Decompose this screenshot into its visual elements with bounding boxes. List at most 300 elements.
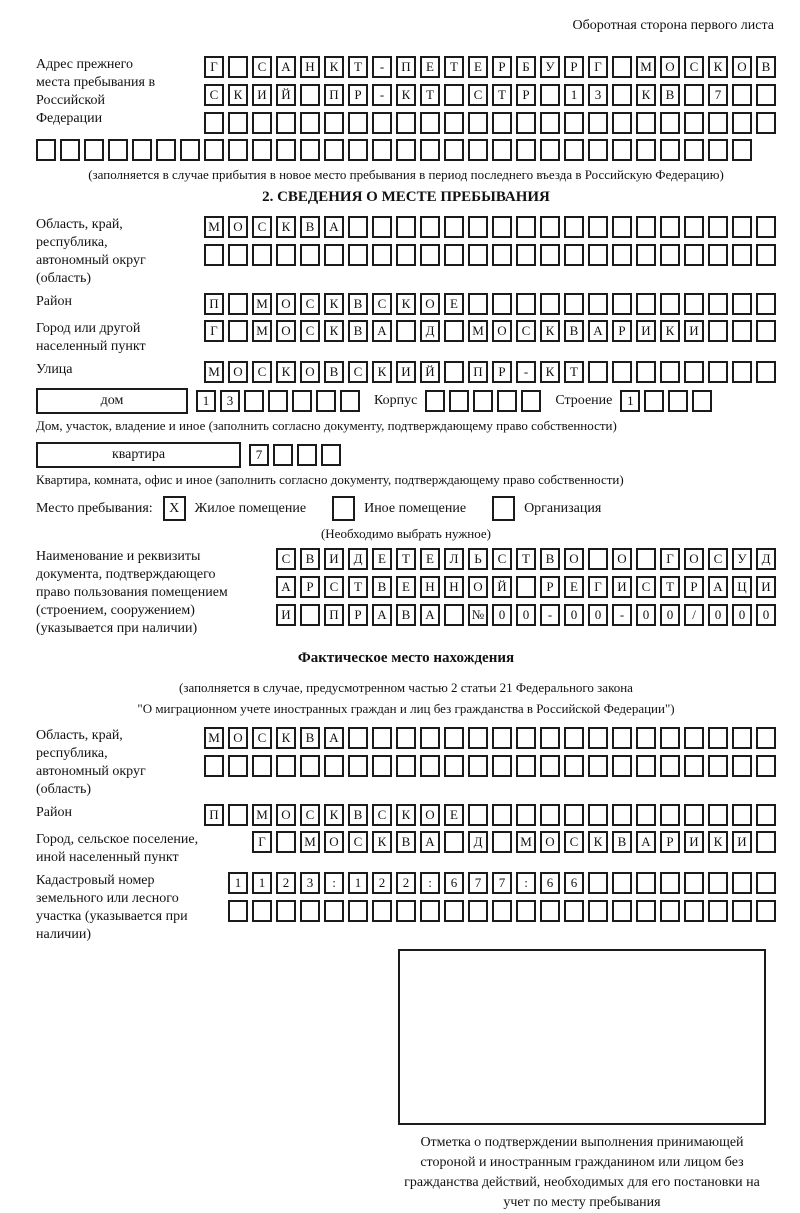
char-cell: С — [300, 320, 320, 342]
char-cell: Т — [348, 56, 368, 78]
char-cell: В — [612, 831, 632, 853]
char-cell — [300, 900, 320, 922]
char-cell: С — [276, 548, 296, 570]
char-cell — [708, 244, 728, 266]
char-cell — [204, 244, 224, 266]
char-cell — [492, 244, 512, 266]
char-grid-row — [204, 216, 776, 238]
gorod-label: Город или другой населенный пункт — [36, 321, 146, 354]
char-cell — [492, 900, 512, 922]
char-cell: Н — [420, 576, 440, 598]
char-cell — [564, 755, 584, 777]
char-cell: Р — [564, 56, 584, 78]
char-cell: К — [372, 361, 392, 383]
char-cell: : — [516, 872, 536, 894]
char-cell — [468, 293, 488, 315]
char-cell: Е — [444, 293, 464, 315]
char-cell — [444, 244, 464, 266]
char-cell — [668, 390, 688, 412]
char-cell: - — [612, 604, 632, 626]
char-cell — [228, 804, 248, 826]
char-cell — [84, 139, 104, 161]
char-cell — [636, 804, 656, 826]
char-cell — [316, 390, 336, 412]
checkbox-zhiloe-label: Жилое помещение — [194, 500, 307, 516]
char-cell — [396, 727, 416, 749]
field-document — [36, 548, 776, 638]
char-cell — [492, 139, 512, 161]
char-cell: 1 — [564, 84, 584, 106]
char-cell — [756, 244, 776, 266]
char-grid-row — [276, 548, 776, 570]
char-cell: К — [276, 361, 296, 383]
char-cell: 0 — [636, 604, 656, 626]
char-cell: В — [564, 320, 584, 342]
char-cell: Д — [348, 548, 368, 570]
char-cell — [684, 900, 704, 922]
char-cell: Й — [420, 361, 440, 383]
char-cell: Ь — [468, 548, 488, 570]
char-cell — [684, 112, 704, 134]
char-cell — [324, 112, 344, 134]
char-cell: С — [252, 727, 272, 749]
apartment-number-cells — [249, 444, 341, 466]
char-cell: О — [492, 320, 512, 342]
char-cell: 3 — [300, 872, 320, 894]
char-cell: С — [708, 548, 728, 570]
char-cell: Р — [348, 604, 368, 626]
char-cell: - — [540, 604, 560, 626]
char-cell: Й — [492, 576, 512, 598]
char-cell — [228, 56, 248, 78]
char-cell — [252, 244, 272, 266]
char-cell — [228, 244, 248, 266]
char-cell — [492, 831, 512, 853]
char-cell: П — [324, 84, 344, 106]
char-grid-row — [204, 804, 776, 826]
char-cell — [588, 900, 608, 922]
document-grid — [276, 548, 776, 626]
char-cell — [732, 216, 752, 238]
field-oblast — [36, 216, 776, 288]
char-cell — [492, 112, 512, 134]
char-cell — [276, 755, 296, 777]
char-cell — [564, 112, 584, 134]
char-cell — [540, 900, 560, 922]
char-cell: И — [684, 831, 704, 853]
char-cell: К — [396, 84, 416, 106]
char-cell — [444, 831, 464, 853]
char-cell: К — [324, 804, 344, 826]
char-cell — [204, 139, 224, 161]
char-cell: Е — [396, 576, 416, 598]
char-cell — [348, 727, 368, 749]
char-cell: О — [420, 804, 440, 826]
char-cell: 7 — [249, 444, 269, 466]
char-cell — [756, 831, 776, 853]
char-cell — [612, 293, 632, 315]
char-cell — [468, 804, 488, 826]
char-cell: С — [372, 293, 392, 315]
korpus-label: Корпус — [374, 393, 418, 408]
char-cell: П — [468, 361, 488, 383]
char-cell — [444, 361, 464, 383]
char-cell — [516, 900, 536, 922]
char-cell: О — [540, 831, 560, 853]
char-cell: Ц — [732, 576, 752, 598]
char-cell — [396, 244, 416, 266]
char-cell: О — [276, 804, 296, 826]
checkbox-organizatsiya — [492, 496, 515, 521]
char-cell — [756, 320, 776, 342]
char-cell: Т — [492, 84, 512, 106]
char-cell — [228, 900, 248, 922]
char-cell — [444, 320, 464, 342]
char-cell: 0 — [660, 604, 680, 626]
char-cell — [492, 216, 512, 238]
char-cell — [468, 244, 488, 266]
char-cell — [588, 755, 608, 777]
char-cell — [708, 320, 728, 342]
house-number-cells — [196, 390, 360, 412]
char-cell — [449, 390, 469, 412]
char-cell — [684, 139, 704, 161]
fact-note-2: "О миграционном учете иностранных граждан и лиц без гражданства в Российской Федерации") — [137, 701, 675, 716]
char-cell: К — [660, 320, 680, 342]
checkbox-organizatsiya-label: Организация — [524, 500, 602, 516]
char-cell — [444, 112, 464, 134]
apartment-type-box: квартира — [36, 442, 241, 468]
page-side-note: Оборотная сторона первого листа — [572, 18, 774, 33]
char-cell — [540, 727, 560, 749]
char-cell — [684, 244, 704, 266]
char-cell: В — [396, 831, 416, 853]
char-grid-row — [204, 84, 776, 106]
prev-address-grid-overflow-row — [36, 139, 776, 161]
char-cell — [636, 900, 656, 922]
char-cell: О — [228, 216, 248, 238]
char-cell — [396, 900, 416, 922]
char-cell: 0 — [732, 604, 752, 626]
char-cell — [108, 139, 128, 161]
char-cell: Т — [348, 576, 368, 598]
char-cell: Р — [684, 576, 704, 598]
char-cell — [660, 139, 680, 161]
stamp-area — [398, 949, 766, 1213]
char-cell — [132, 139, 152, 161]
char-cell — [644, 390, 664, 412]
char-cell — [636, 293, 656, 315]
char-cell: О — [276, 320, 296, 342]
char-cell: - — [372, 56, 392, 78]
char-cell — [516, 112, 536, 134]
char-cell — [588, 872, 608, 894]
char-cell: Г — [588, 576, 608, 598]
char-cell — [372, 216, 392, 238]
char-cell — [348, 244, 368, 266]
char-cell: 7 — [708, 84, 728, 106]
char-cell: А — [588, 320, 608, 342]
stay-place-label: Место пребывания: — [36, 500, 153, 516]
char-cell: Е — [420, 56, 440, 78]
char-cell: О — [228, 361, 248, 383]
char-cell: О — [468, 576, 488, 598]
char-cell — [564, 139, 584, 161]
char-cell: С — [348, 831, 368, 853]
char-cell — [516, 755, 536, 777]
char-cell: С — [372, 804, 392, 826]
char-cell — [204, 112, 224, 134]
char-cell: 2 — [372, 872, 392, 894]
char-cell: К — [228, 84, 248, 106]
char-cell: Р — [540, 576, 560, 598]
char-cell: М — [516, 831, 536, 853]
char-cell — [252, 755, 272, 777]
char-cell: Р — [492, 361, 512, 383]
char-cell: А — [276, 576, 296, 598]
char-cell: М — [252, 804, 272, 826]
char-cell — [324, 755, 344, 777]
char-cell — [612, 112, 632, 134]
char-cell — [684, 727, 704, 749]
char-cell — [324, 244, 344, 266]
char-cell: В — [300, 548, 320, 570]
char-cell — [612, 361, 632, 383]
char-cell — [564, 244, 584, 266]
kadastr-label: Кадастровый номер земельного или лесного участка (указывается при наличии) — [36, 873, 188, 942]
char-cell: С — [468, 84, 488, 106]
char-cell — [36, 139, 56, 161]
char-cell — [684, 84, 704, 106]
char-cell — [444, 216, 464, 238]
char-cell: 0 — [516, 604, 536, 626]
char-grid-row — [204, 320, 776, 342]
choose-note: (Необходимо выбрать нужное) — [320, 526, 492, 541]
char-cell — [324, 900, 344, 922]
char-cell: К — [636, 84, 656, 106]
char-grid-row — [228, 872, 776, 894]
char-cell: К — [396, 804, 416, 826]
char-cell: Р — [612, 320, 632, 342]
char-cell — [497, 390, 517, 412]
char-cell — [684, 804, 704, 826]
char-cell: Р — [492, 56, 512, 78]
char-cell: Р — [660, 831, 680, 853]
char-cell: Т — [420, 84, 440, 106]
char-cell: Й — [276, 84, 296, 106]
checkbox-inoe-label: Иное помещение — [364, 500, 467, 516]
char-cell — [60, 139, 80, 161]
char-cell — [324, 139, 344, 161]
char-cell — [732, 900, 752, 922]
char-cell: В — [324, 361, 344, 383]
char-grid-row — [204, 755, 776, 777]
char-cell — [516, 244, 536, 266]
char-cell: С — [636, 576, 656, 598]
char-cell: С — [300, 293, 320, 315]
char-cell: И — [756, 576, 776, 598]
char-cell — [540, 244, 560, 266]
char-cell — [420, 139, 440, 161]
char-cell — [660, 112, 680, 134]
char-cell — [564, 293, 584, 315]
oblast-label: Область, край, республика, автономный округ (область) — [36, 217, 146, 286]
char-cell: В — [756, 56, 776, 78]
field-raion — [36, 293, 776, 315]
char-cell: Е — [420, 548, 440, 570]
ulitsa-label: Улица — [36, 362, 73, 377]
char-cell — [756, 727, 776, 749]
char-cell — [588, 216, 608, 238]
char-cell: М — [204, 216, 224, 238]
char-cell: 0 — [708, 604, 728, 626]
char-cell — [588, 361, 608, 383]
char-cell: / — [684, 604, 704, 626]
char-cell: К — [324, 56, 344, 78]
char-cell: 3 — [588, 84, 608, 106]
char-cell: Р — [300, 576, 320, 598]
char-cell — [660, 216, 680, 238]
char-cell: И — [324, 548, 344, 570]
char-cell — [372, 112, 392, 134]
char-cell — [396, 112, 416, 134]
char-cell — [588, 244, 608, 266]
char-cell — [516, 727, 536, 749]
char-cell: О — [420, 293, 440, 315]
char-cell: 6 — [564, 872, 584, 894]
char-cell — [372, 755, 392, 777]
prev-address-note: (заполняется в случае прибытия в новое место пребывания в период последнего въезда в Российскую Федерацию) — [88, 167, 724, 182]
char-cell — [732, 112, 752, 134]
char-cell: Д — [756, 548, 776, 570]
char-cell — [660, 293, 680, 315]
char-cell — [300, 112, 320, 134]
char-cell — [348, 216, 368, 238]
char-cell — [612, 872, 632, 894]
char-cell: Д — [468, 831, 488, 853]
char-cell: А — [372, 604, 392, 626]
char-cell — [180, 139, 200, 161]
char-cell — [588, 293, 608, 315]
char-cell: : — [420, 872, 440, 894]
char-cell: О — [228, 727, 248, 749]
char-cell — [684, 872, 704, 894]
char-cell — [252, 112, 272, 134]
char-cell — [588, 727, 608, 749]
char-cell: - — [516, 361, 536, 383]
char-cell: С — [516, 320, 536, 342]
char-cell — [612, 244, 632, 266]
char-cell — [756, 216, 776, 238]
char-cell: А — [324, 727, 344, 749]
char-cell: Т — [564, 361, 584, 383]
char-cell: В — [372, 576, 392, 598]
char-cell — [708, 872, 728, 894]
char-cell: К — [540, 361, 560, 383]
char-cell: Г — [660, 548, 680, 570]
prev-address-grid — [204, 56, 776, 134]
char-cell — [492, 727, 512, 749]
char-cell — [348, 755, 368, 777]
oblast-grid — [204, 216, 776, 266]
char-cell: Е — [372, 548, 392, 570]
char-cell: М — [636, 56, 656, 78]
char-cell: Н — [444, 576, 464, 598]
char-cell — [612, 216, 632, 238]
char-cell — [636, 727, 656, 749]
char-cell: К — [588, 831, 608, 853]
char-cell — [636, 139, 656, 161]
char-cell — [444, 900, 464, 922]
char-cell — [300, 604, 320, 626]
char-cell — [372, 139, 392, 161]
char-cell: О — [276, 293, 296, 315]
char-cell: С — [348, 361, 368, 383]
char-cell — [756, 84, 776, 106]
stroenie-label: Строение — [555, 393, 613, 408]
char-cell — [292, 390, 312, 412]
char-cell — [372, 727, 392, 749]
char-cell — [468, 755, 488, 777]
prev-address-label: Адрес прежнего места пребывания в Российской Федерации — [36, 57, 156, 126]
char-cell — [732, 755, 752, 777]
char-cell: У — [540, 56, 560, 78]
fact-section-title: Фактическое место нахождения — [297, 650, 515, 666]
char-cell — [273, 444, 293, 466]
char-cell — [708, 216, 728, 238]
char-cell: П — [204, 293, 224, 315]
char-cell — [244, 390, 264, 412]
char-cell — [156, 139, 176, 161]
char-cell: Т — [444, 56, 464, 78]
char-cell: С — [492, 548, 512, 570]
char-grid-row — [276, 576, 776, 598]
char-cell: В — [396, 604, 416, 626]
char-cell — [492, 755, 512, 777]
stroenie-cells — [620, 390, 712, 412]
stamp-box — [398, 949, 766, 1125]
char-cell: № — [468, 604, 488, 626]
stay-place-row — [36, 496, 776, 521]
char-cell — [660, 755, 680, 777]
char-cell: А — [420, 604, 440, 626]
char-cell — [636, 244, 656, 266]
char-cell: П — [396, 56, 416, 78]
char-cell — [297, 444, 317, 466]
char-cell: 7 — [492, 872, 512, 894]
char-cell — [468, 900, 488, 922]
char-cell: Г — [588, 56, 608, 78]
char-cell — [732, 804, 752, 826]
char-cell: А — [636, 831, 656, 853]
char-cell — [732, 320, 752, 342]
char-cell — [396, 216, 416, 238]
char-cell: В — [348, 293, 368, 315]
char-cell: И — [732, 831, 752, 853]
char-cell: К — [276, 216, 296, 238]
char-cell — [348, 900, 368, 922]
char-cell: 2 — [396, 872, 416, 894]
char-cell: - — [372, 84, 392, 106]
char-cell: В — [300, 727, 320, 749]
char-cell — [516, 139, 536, 161]
char-cell — [420, 727, 440, 749]
char-cell — [540, 84, 560, 106]
char-cell — [540, 755, 560, 777]
char-cell: 1 — [348, 872, 368, 894]
char-cell: О — [564, 548, 584, 570]
char-cell: П — [204, 804, 224, 826]
